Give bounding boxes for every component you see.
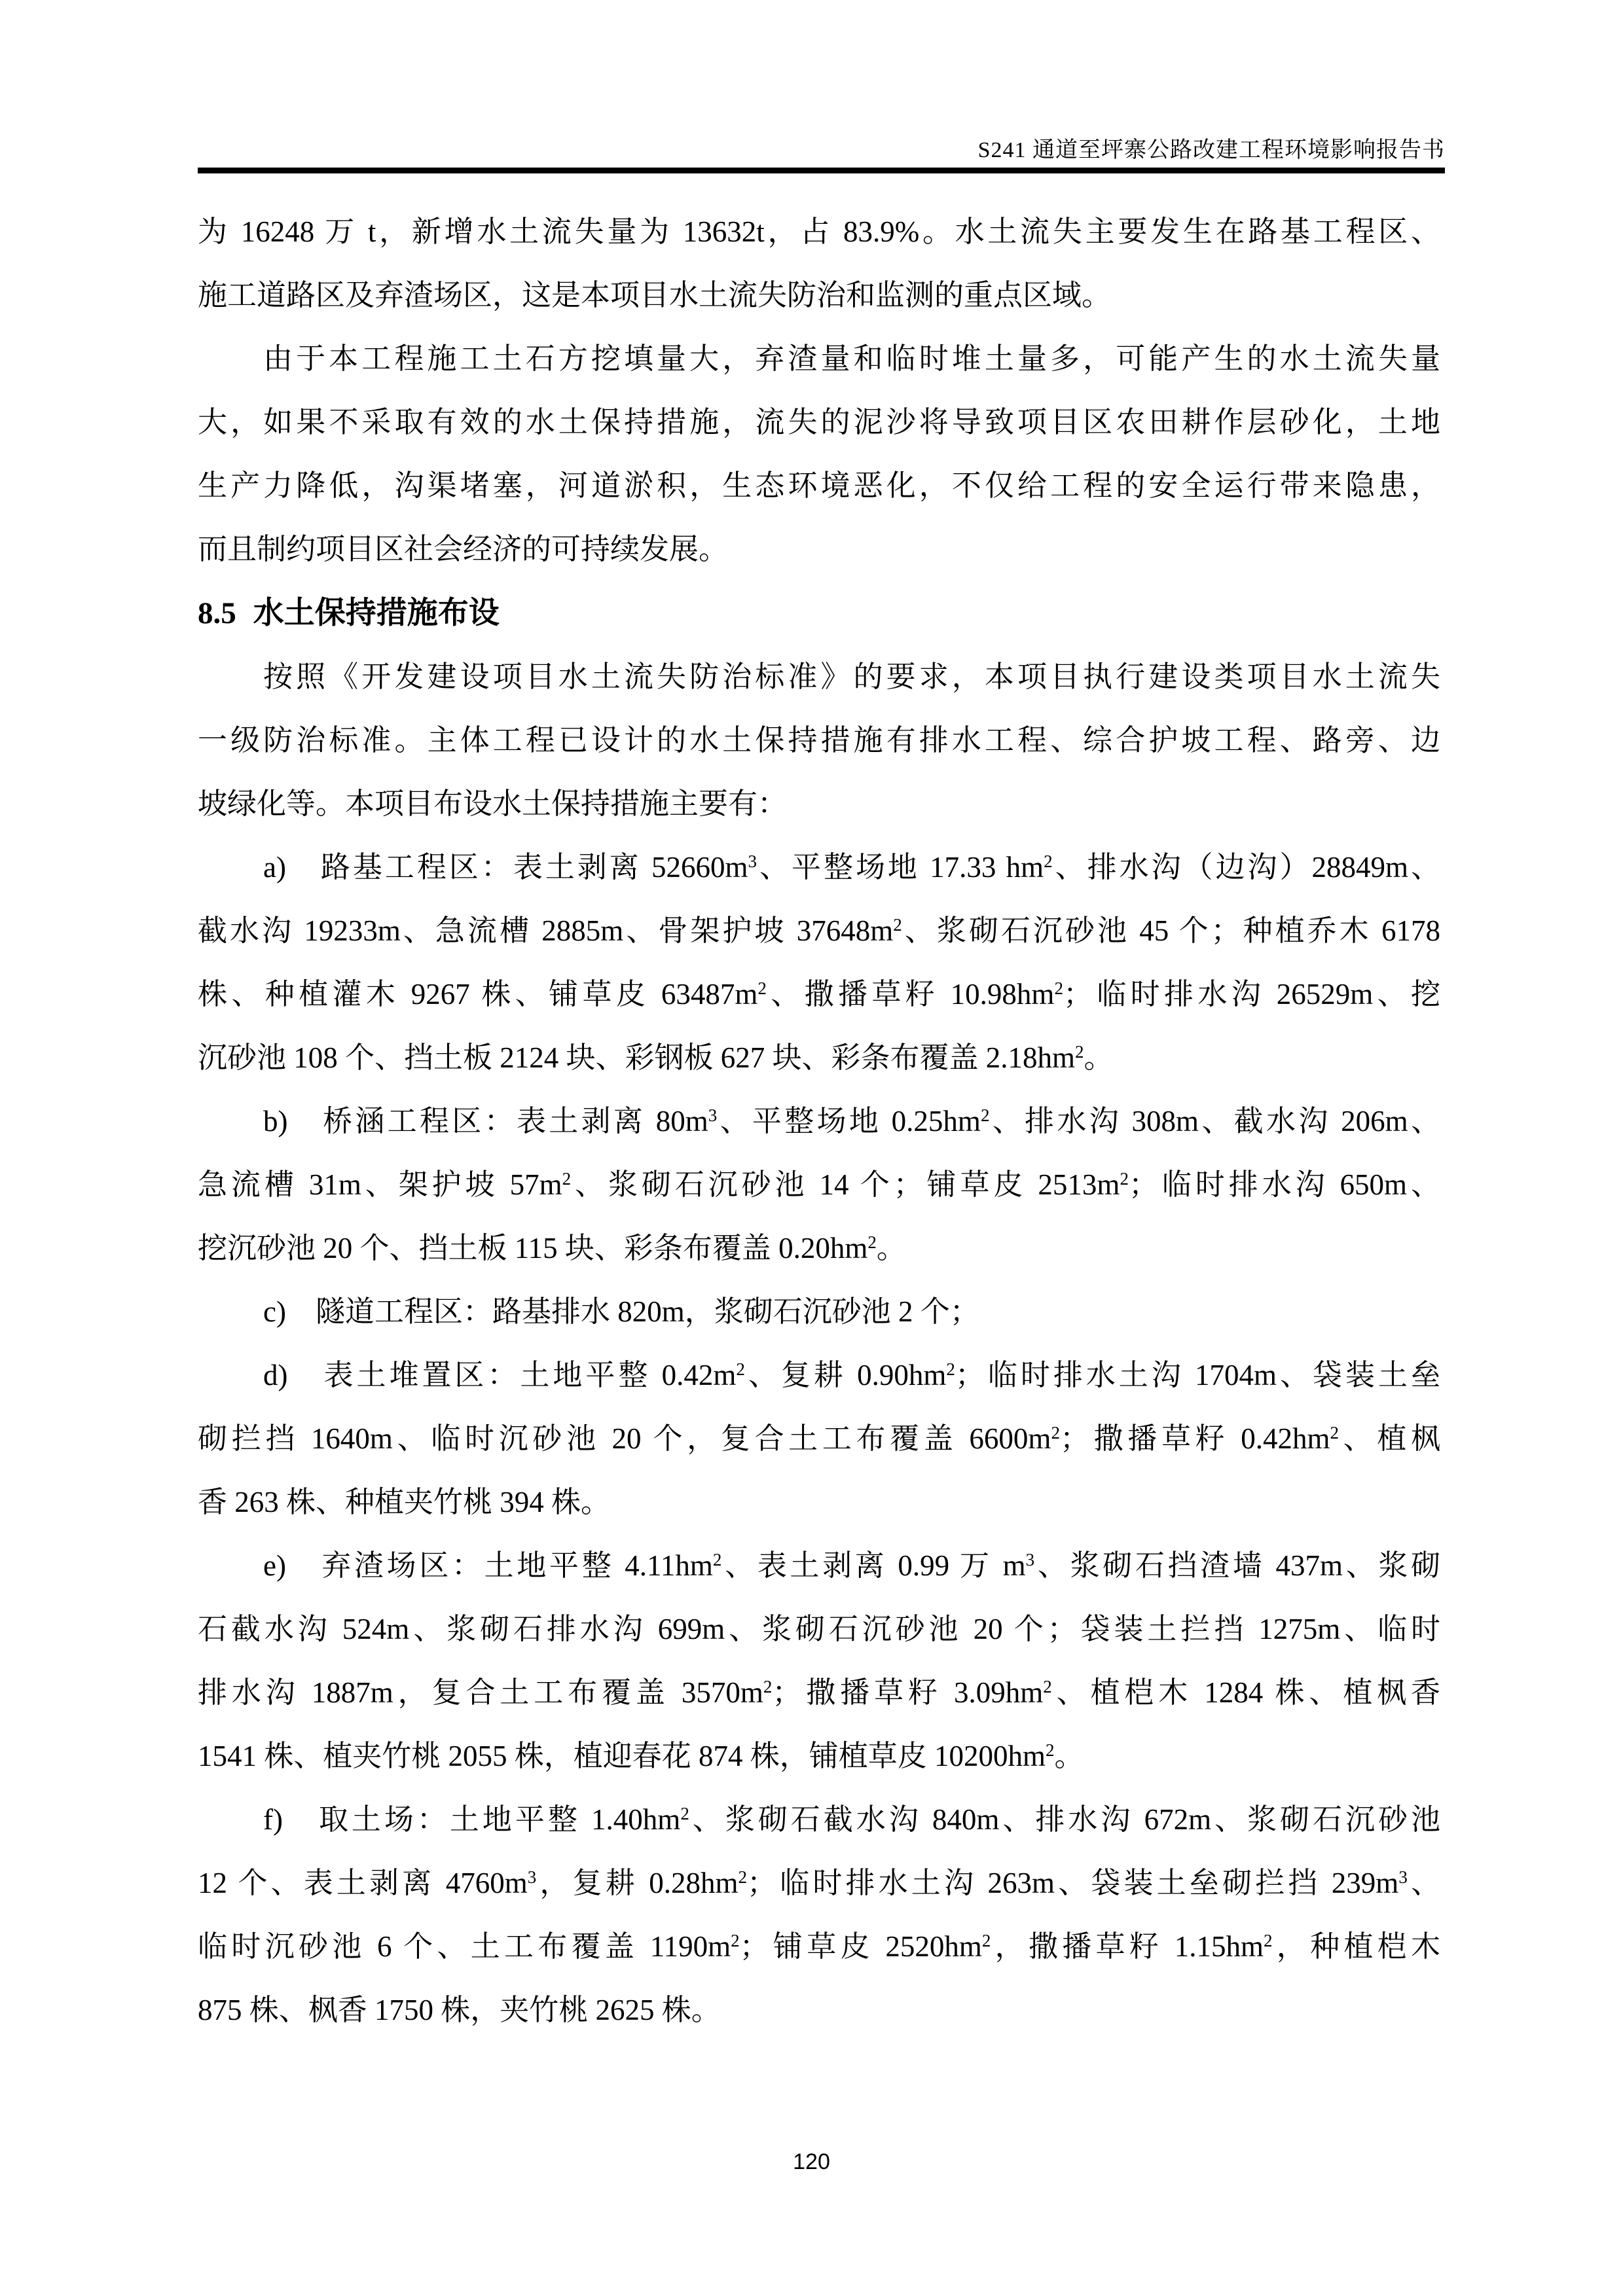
text-line: 砌拦挡 1640m、临时沉砂池 20 个，复合土工布覆盖 $6600m^2$；撒播草籽 $0.42hm^2$、植枫 [198, 1422, 1440, 1455]
text-line: 挖沉砂池 20 个、挡土板 115 块、彩条布覆盖 $0.20hm^2$。 [198, 1232, 906, 1265]
item-b-bridge-culvert-zone [198, 1090, 1440, 1280]
text-line: 香 263 株、种植夹竹桃 394 株。 [198, 1486, 611, 1518]
text-line: e) 弃渣场区：土地平整 $4.11hm^2$、表土剥离 0.99 万 $m^3$、浆砌石挡渣墙 437m、浆砌 [263, 1549, 1440, 1582]
text-line: a) 路基工程区：表土剥离 $52660m^3$、平整场地 17.33 $hm^2$、排水沟（边沟）28849m、 [263, 851, 1440, 884]
item-f-borrow-pit [198, 1788, 1440, 2042]
text-line: 一级防治标准。主体工程已设计的水土保持措施有排水工程、综合护坡工程、路旁、边 [198, 724, 1440, 757]
heading-text: 水土保持措施布设 [253, 595, 500, 631]
text-line: c) 隧道工程区：路基排水 820m，浆砌石沉砂池 2 个； [263, 1295, 979, 1328]
header-rule [198, 168, 1445, 173]
text-line: b) 桥涵工程区：表土剥离 $80m^3$、平整场地 $0.25hm^2$、排水沟 308m、截水沟 206m、 [263, 1105, 1440, 1138]
header-title: S241 通道至坪寨公路改建工程环境影响报告书 [977, 138, 1445, 162]
text-line: 大，如果不采取有效的水土保持措施，流失的泥沙将导致项目区农田耕作层砂化，土地 [198, 406, 1440, 439]
text-line: 沉砂池 108 个、挡土板 2124 块、彩钢板 627 块、彩条布覆盖 $2.18hm^2$。 [198, 1041, 1114, 1074]
page-number: 120 [793, 2149, 830, 2174]
item-c-tunnel-zone [198, 1280, 1440, 1344]
text-line: 截水沟 19233m、急流槽 2885m、骨架护坡 $37648m^2$、浆砌石沉砂池 45 个；种植乔木 6178 [198, 914, 1440, 947]
text-line: f) 取土场：土地平整 $1.40hm^2$、浆砌石截水沟 840m、排水沟 672m、浆砌石沉砂池 [263, 1803, 1440, 1836]
text-line: 1541 株、植夹竹桃 2055 株，植迎春花 874 株，铺植草皮 $10200hm^2$。 [198, 1740, 1084, 1772]
item-a-roadbed-zone [198, 836, 1440, 1090]
item-e-spoil-ground-zone [198, 1534, 1440, 1788]
text-line: 株、种植灌木 9267 株、铺草皮 $63487m^2$、撒播草籽 $10.98hm^2$；临时排水沟 26529m、挖 [198, 978, 1440, 1011]
paragraph-measures-intro [198, 645, 1440, 836]
paragraph-soil-loss-impact [198, 327, 1440, 581]
text-line: 按照《开发建设项目水土流失防治标准》的要求，本项目执行建设类项目水土流失 [263, 660, 1440, 693]
item-d-topsoil-stockpile-zone [198, 1344, 1440, 1534]
heading-number: 8.5 [198, 596, 236, 630]
text-line: 石截水沟 524m、浆砌石排水沟 699m、浆砌石沉砂池 20 个；袋装土拦挡 1275m、临时 [198, 1613, 1440, 1645]
text-line: 坡绿化等。本项目布设水土保持措施主要有： [198, 787, 788, 820]
text-line: 而且制约项目区社会经济的可持续发展。 [198, 533, 729, 565]
text-line: 为 16248 万 t，新增水土流失量为 13632t，占 83.9%。水土流失主要发生在路基工程区、 [198, 215, 1440, 248]
text-line: 施工道路区及弃渣场区，这是本项目水土流失防治和监测的重点区域。 [198, 279, 1112, 312]
text-line: 临时沉砂池 6 个、土工布覆盖 $1190m^2$；铺草皮 $2520hm^2$，撒播草籽 $1.15hm^2$，种植桤木 [198, 1930, 1440, 1963]
text-line: 生产力降低，沟渠堵塞，河道淤积，生态环境恶化，不仅给工程的安全运行带来隐患， [198, 469, 1440, 502]
text-line: 875 株、枫香 1750 株，夹竹桃 2625 株。 [198, 1994, 721, 2026]
text-line: 急流槽 31m、架护坡 $57m^2$、浆砌石沉砂池 14 个；铺草皮 $2513m^2$；临时排水沟 650m、 [198, 1168, 1440, 1201]
text-line: 12 个、表土剥离 $4760m^3$，复耕 $0.28hm^2$；临时排水土沟 263m、袋装土垒砌拦挡 $239m^3$、 [198, 1867, 1440, 1899]
document-body [198, 200, 1440, 2042]
text-line: d) 表土堆置区：土地平整 $0.42m^2$、复耕 $0.90hm^2$；临时排水土沟 1704m、袋装土垒 [263, 1359, 1440, 1391]
paragraph-soil-loss-summary [198, 200, 1440, 327]
page-footer [0, 2149, 1623, 2175]
text-line: 由于本工程施工土石方挖填量大，弃渣量和临时堆土量多，可能产生的水土流失量 [263, 342, 1440, 375]
text-line: 排水沟 1887m，复合土工布覆盖 $3570m^2$；撒播草籽 $3.09hm^2$、植桤木 1284 株、植枫香 [198, 1676, 1440, 1709]
section-heading [198, 581, 1440, 645]
